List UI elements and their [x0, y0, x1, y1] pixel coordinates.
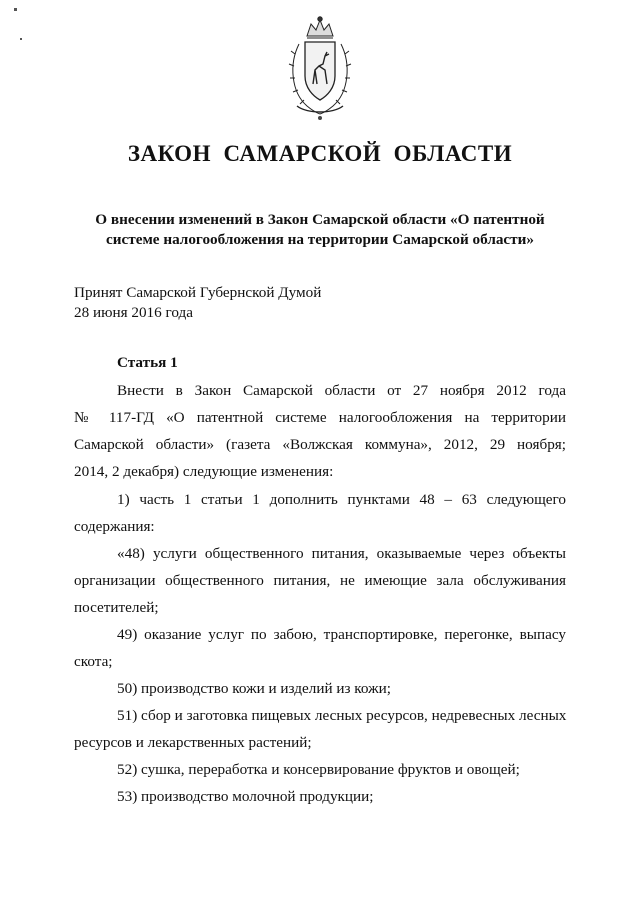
subtitle-line: О внесении изменений в Закон Самарской области «О патентной	[95, 211, 545, 228]
article-text-line: Самарской области» (газета «Волжская коммуна», 2012, 29 ноября;	[74, 436, 566, 453]
law-subtitle	[60, 210, 580, 250]
scan-speck	[20, 38, 22, 40]
article-text-line: Внести в Закон Самарской области от 27 ноября 2012 года	[117, 382, 566, 399]
article-text-line: 51) сбор и заготовка пищевых лесных ресурсов, недревесных лесных	[117, 707, 567, 724]
subtitle-line: системе налогообложения на территории Самарской области»	[106, 231, 534, 248]
article-text-line: ресурсов и лекарственных растений;	[74, 734, 312, 751]
article-text-line: 2014, 2 декабря) следующие изменения:	[74, 463, 334, 480]
article-text-line: № 117-ГД «О патентной системе налогообложения на территории	[74, 409, 566, 426]
adoption-date: 28 июня 2016 года	[74, 304, 194, 321]
adoption-info	[74, 283, 321, 323]
article-text-line: «48) услуги общественного питания, оказываемые через объекты	[117, 545, 566, 562]
article-text-line: содержания:	[74, 518, 155, 535]
scan-speck	[14, 8, 17, 11]
article-text-line: 50) производство кожи и изделий из кожи;	[117, 680, 391, 697]
samara-coat-of-arms-icon	[285, 14, 355, 122]
article-text-line: посетителей;	[74, 599, 159, 616]
article-text-line: 1) часть 1 статьи 1 дополнить пунктами 48 – 63 следующего	[117, 491, 566, 508]
article-text-line: 49) оказание услуг по забою, транспортировке, перегонке, выпасу	[117, 626, 566, 643]
article-text-line: скота;	[74, 653, 113, 670]
article-text-line: 53) производство молочной продукции;	[117, 788, 374, 805]
article-text-line: организации общественного питания, не имеющие зала обслуживания	[74, 572, 566, 589]
adoption-body: Принят Самарской Губернской Думой	[74, 284, 322, 301]
law-title: ЗАКОН САМАРСКОЙ ОБЛАСТИ	[127, 141, 513, 166]
article-text-line: 52) сушка, переработка и консервирование фруктов и овощей;	[117, 761, 520, 778]
article-heading: Статья 1	[117, 354, 178, 371]
